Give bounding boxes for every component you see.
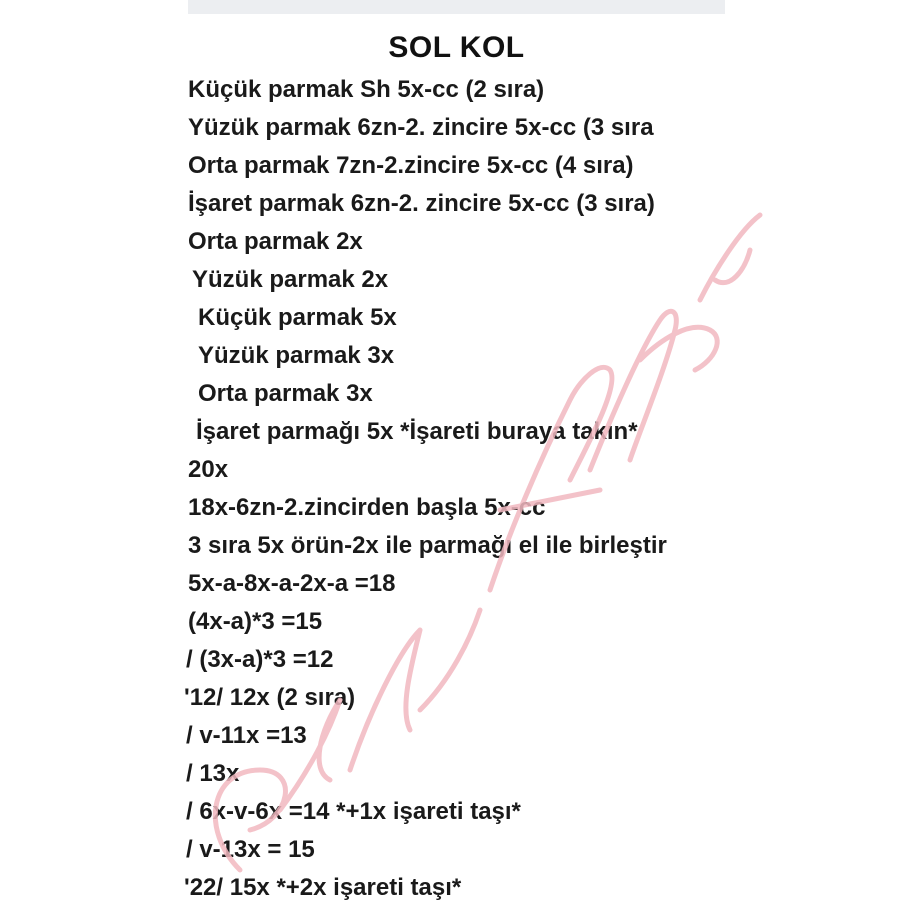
pattern-line: Orta parmak 3x [198,380,373,407]
pattern-line: 18x-6zn-2.zincirden başla 5x-cc [188,494,546,521]
pattern-line: 20x [188,456,229,483]
page-title: SOL KOL [388,31,525,64]
pattern-line: Yüzük parmak 6zn-2. zincire 5x-cc (3 sıra [188,114,654,141]
pattern-line: / (3x-a)*3 =12 [186,646,334,673]
pattern-line: Küçük parmak Sh 5x-cc (2 sıra) [188,76,545,103]
pattern-line: / v-13x = 15 [186,836,315,863]
pattern-line: İşaret parmağı 5x *İşareti buraya takın* [196,418,638,445]
pattern-line: Orta parmak 7zn-2.zincire 5x-cc (4 sıra) [188,152,634,179]
pattern-line: Yüzük parmak 3x [198,342,395,369]
pattern-line: / 6x-v-6x =14 *+1x işareti taşı* [186,798,521,825]
pattern-line: İşaret parmak 6zn-2. zincire 5x-cc (3 sıra) [188,190,655,217]
pattern-line: 5x-a-8x-a-2x-a =18 [188,570,396,597]
pattern-line: Küçük parmak 5x [198,304,397,331]
pattern-line: '12/ 12x (2 sıra) [184,684,356,711]
pattern-line: / 13x [186,760,240,787]
pattern-line: Orta parmak 2x [188,228,363,255]
pattern-line: (4x-a)*3 =15 [188,608,323,635]
pattern-line: / v-11x =13 [186,722,307,749]
pattern-line: Yüzük parmak 2x [192,266,389,293]
pattern-line: '22/ 15x *+2x işareti taşı* [184,874,462,901]
pattern-line: 3 sıra 5x örün-2x ile parmağı el ile birleştir [188,532,667,559]
